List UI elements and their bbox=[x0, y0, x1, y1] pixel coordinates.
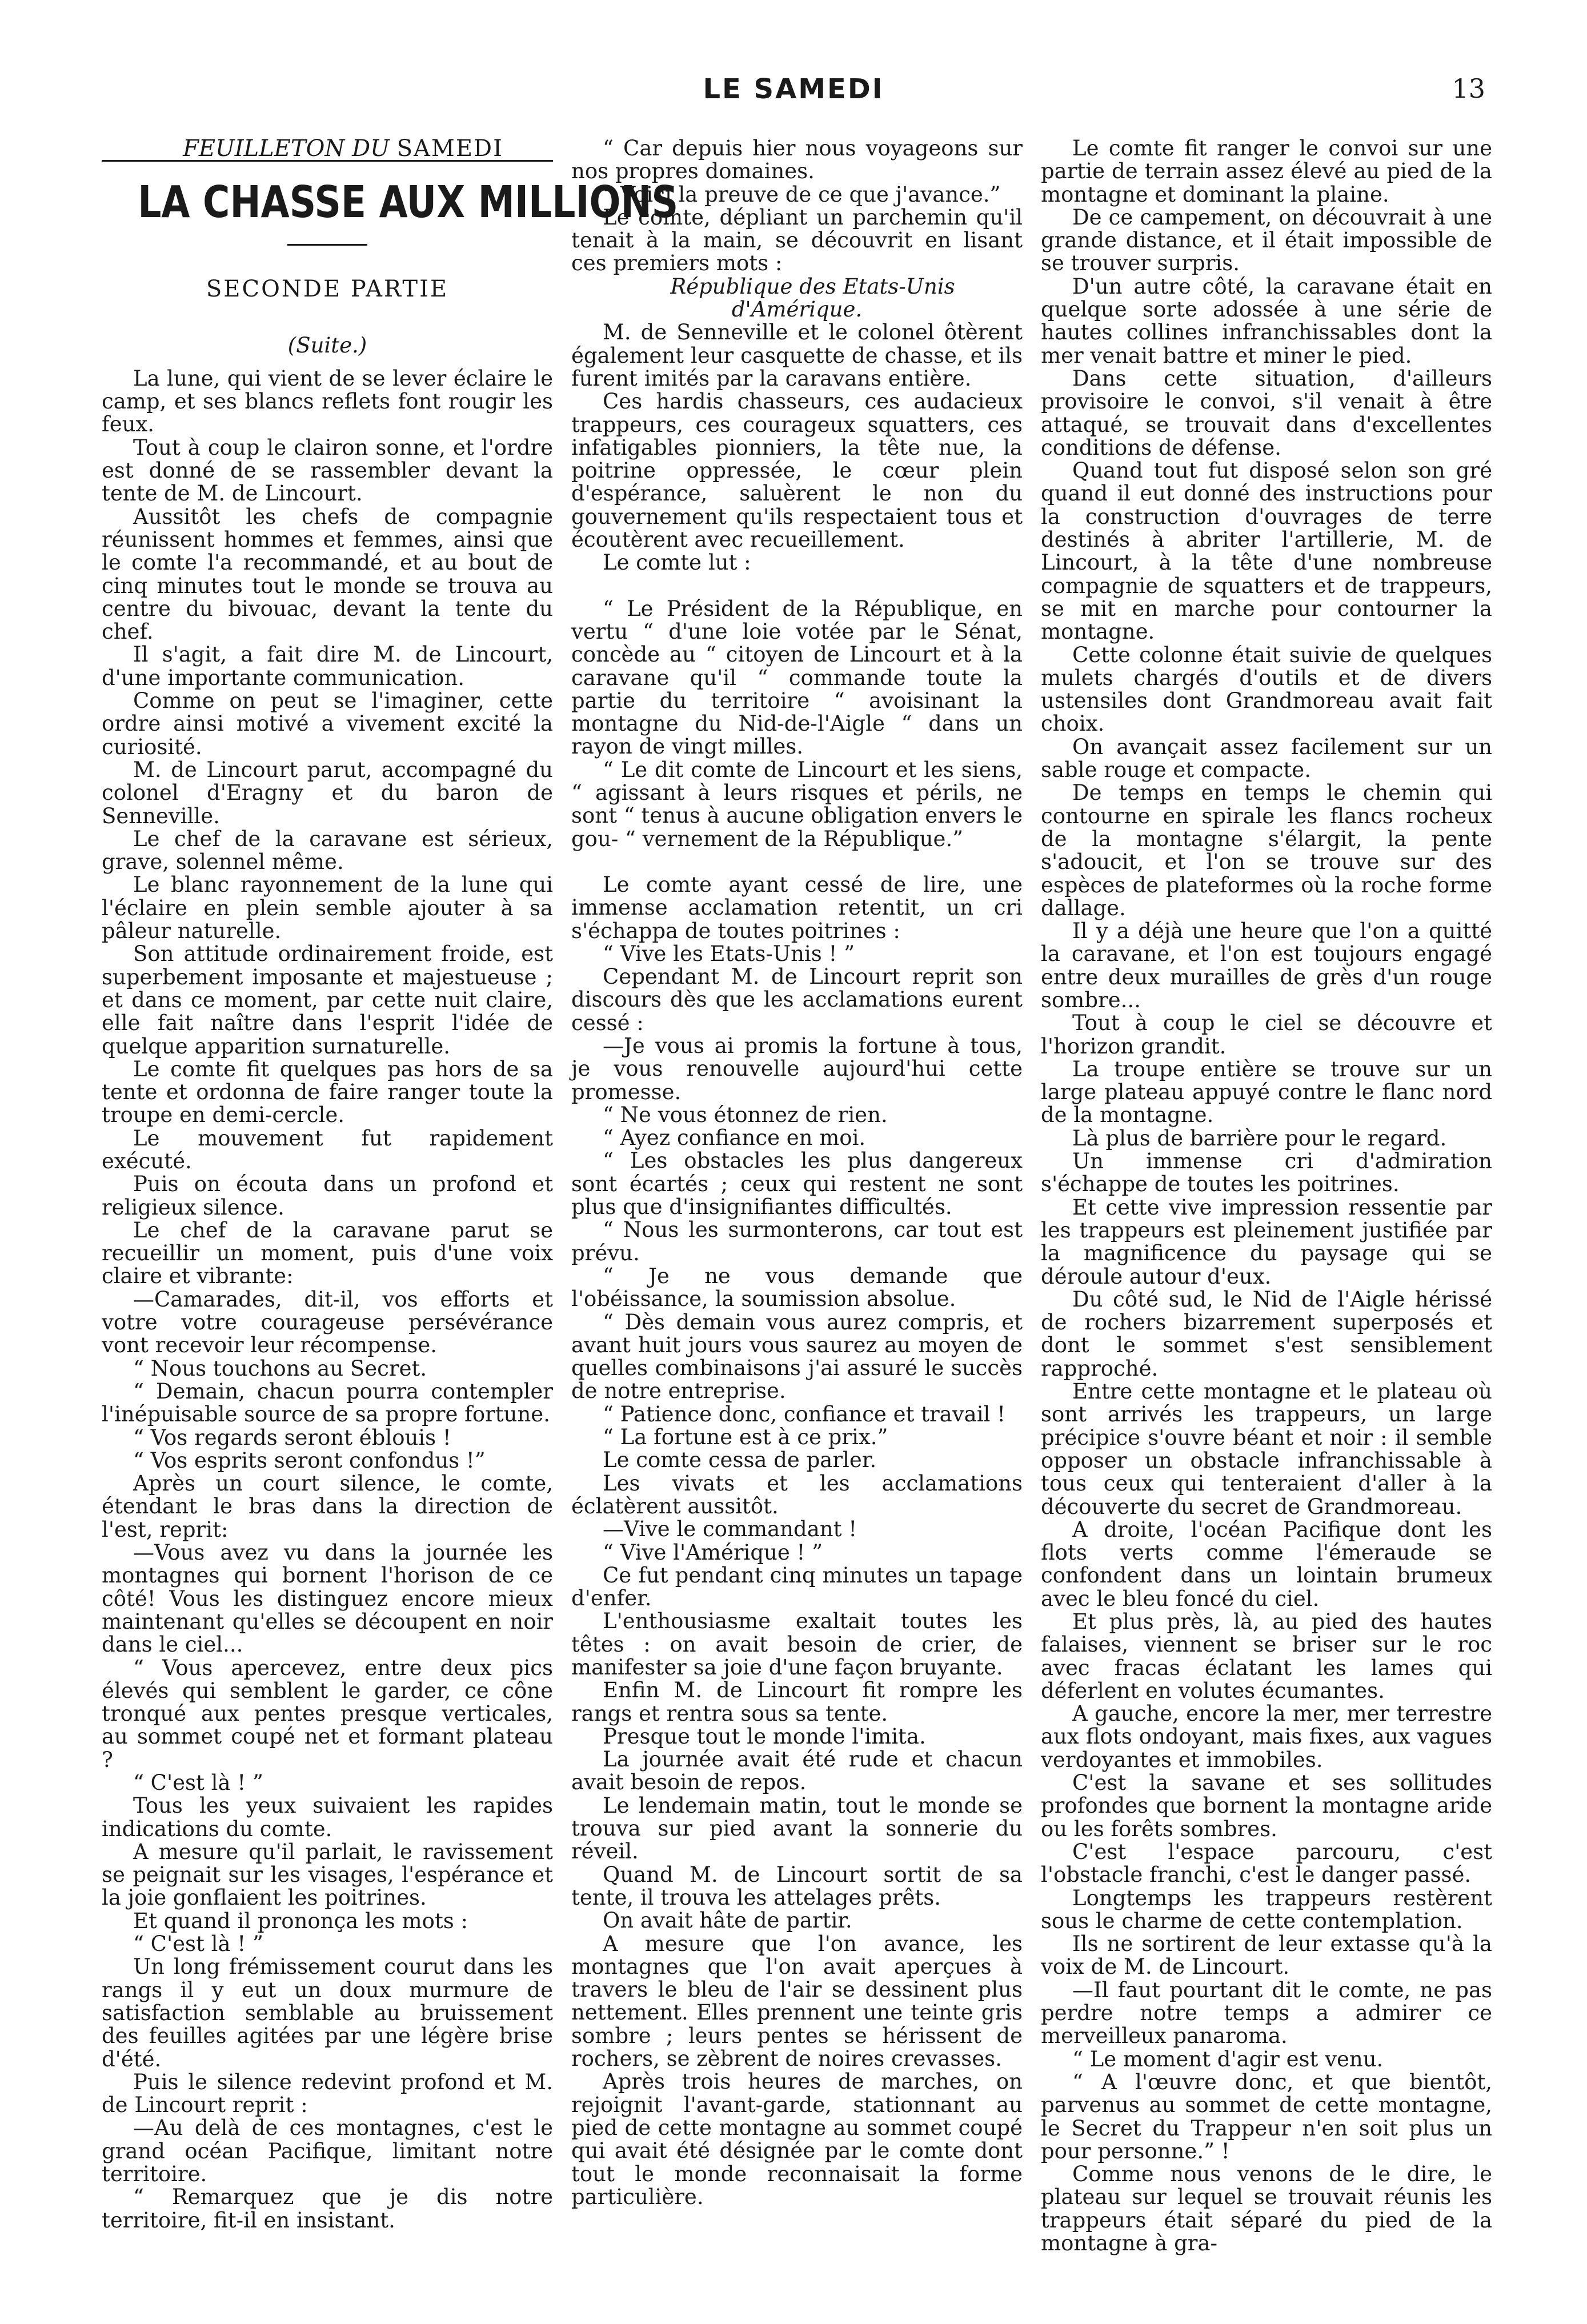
paragraph: Quand tout fut disposé selon son gré quand il eut donné des instructions pour la construction d'ouvrages de terre destinés à abriter l'artillerie, M. de Lincourt, à la tête d'une nombreuse compagnie de squatters et de trappeurs, se mit en marche pour contourner la montagne. bbox=[1041, 458, 1492, 644]
paragraph: La troupe entière se trouve sur un large plateau appuyé contre le flanc nord de la montagne. bbox=[1041, 1056, 1492, 1128]
paragraph: Tout à coup le ciel se découvre et l'horizon grandit. bbox=[1041, 1011, 1492, 1059]
paragraph: A droite, l'océan Pacifique dont les flots verts comme l'émeraude se confondent dans un lointain brumeux avec le bleu foncé du ciel. bbox=[1041, 1517, 1492, 1611]
column-2 bbox=[571, 137, 1023, 2209]
paragraph: Le blanc rayonnement de la lune qui l'éclaire en plein semble ajouter à sa pâleur naturelle. bbox=[102, 872, 553, 944]
feuilleton-label-italic: FEUILLETON DU bbox=[183, 135, 390, 162]
paragraph: Et quand il prononça les mots : bbox=[133, 1908, 468, 1933]
running-header bbox=[0, 73, 1587, 107]
paragraph: Après trois heures de marches, on rejoignit l'avant-garde, stationnant au pied de cette montagne au sommet coupé qui avait été désignée par le comte dont tout le monde reconnaisait la forme particulière. bbox=[571, 2069, 1023, 2209]
proclamation-paragraph: “ Le dit comte de Lincourt et les siens, “ agissant à leurs risques et périls, ne sont “ tenus à aucune obligation envers le gou- “ vernement de la République.” bbox=[571, 757, 1023, 851]
paragraph: —Camarades, dit-il, vos efforts et votre votre courageuse persévérance vont recevoir leur récompense. bbox=[102, 1287, 553, 1358]
paragraph: Un long frémissement courut dans les rangs il y eut un doux murmure de satisfaction semblable au bruissement des feuilles agitées par une légère brise d'été. bbox=[102, 1954, 553, 2071]
paragraph: Le comte fit quelques pas hors de sa tente et ordonna de faire ranger toute la troupe en demi-cercle. bbox=[102, 1056, 553, 1128]
paragraph: Et plus près, là, au pied des hautes falaises, viennent se briser sur le roc avec fracas éclatant les lames qui déferlent en volutes écumantes. bbox=[1041, 1609, 1492, 1703]
paragraph: Entre cette montagne et le plateau où sont arrivés les trappeurs, un large précipice s'ouvre béant et noir : il semble opposer un obstacle infranchissable à tous ceux qui tenteraient d'aller à la découverte du secret de Grandmoreau. bbox=[1041, 1379, 1492, 1519]
paragraph: Presque tout le monde l'imita. bbox=[603, 1724, 926, 1749]
paragraph: A mesure que l'on avance, les montagnes que l'on avait aperçues à travers le bleu de l'air se dessinent plus nettement. Elles prennent une teinte gris sombre ; leurs pentes se hérissent de rochers, se zèbrent de noires crevasses. bbox=[571, 1931, 1023, 2071]
part-heading: SECONDE PARTIE bbox=[206, 276, 449, 303]
paragraph: Et cette vive impression ressentie par les trappeurs est pleinement justifiée par la magnificence du paysage qui se déroule autour d'eux. bbox=[1041, 1195, 1492, 1289]
paragraph: Comme on peut se l'imaginer, cette ordre ainsi motivé a vivement excité la curiosité. bbox=[102, 688, 553, 759]
paragraph: C'est la savane et ses sollitudes profondes que bornent la montagne aride ou les forêts sombres. bbox=[1041, 1770, 1492, 1841]
paragraph: “ Vive l'Amérique ! ” bbox=[603, 1540, 823, 1565]
paragraph: C'est l'espace parcouru, c'est l'obstacle franchi, c'est le danger passé. bbox=[1041, 1839, 1492, 1888]
paragraph: Il s'agit, a fait dire M. de Lincourt, d'une importante communication. bbox=[102, 642, 553, 690]
paragraph: “ Je ne vous demande que l'obéissance, la soumission absolue. bbox=[571, 1263, 1023, 1312]
column-3 bbox=[1041, 137, 1492, 2255]
paragraph: “ Remarquez que je dis notre territoire, fit-il en insistant. bbox=[102, 2185, 553, 2233]
paragraph: Ce fut pendant cinq minutes un tapage d'enfer. bbox=[571, 1562, 1023, 1611]
paragraph: Enfin M. de Lincourt fit rompre les rangs et rentra sous sa tente. bbox=[571, 1678, 1023, 1726]
paragraph: “ Vos regards seront éblouis ! bbox=[133, 1425, 451, 1450]
paragraph: “ Car depuis hier nous voyageons sur nos propres domaines. bbox=[571, 136, 1023, 184]
paragraph: Tous les yeux suivaient les rapides indications du comte. bbox=[102, 1793, 553, 1841]
paragraph: De temps en temps le chemin qui contourne en spirale les flancs rocheux de la montagne s'élargit, la pente s'adoucit, et l'on se trouve sur des espèces de plateformes où la roche forme dallage. bbox=[1041, 780, 1492, 920]
paragraph: On avait hâte de partir. bbox=[603, 1908, 852, 1933]
paragraph: “ Nous touchons au Secret. bbox=[133, 1356, 427, 1381]
paragraph: Longtemps les trappeurs restèrent sous le charme de cette contemplation. bbox=[1041, 1885, 1492, 1933]
paragraph: Cette colonne était suivie de quelques mulets chargés d'outils et de divers ustensiles dont Grandmoreau avait fait choix. bbox=[1041, 642, 1492, 736]
paragraph: A mesure qu'il parlait, le ravissement se peignait sur les visages, l'espérance et la joie gonflaient les poitrines. bbox=[102, 1839, 553, 1910]
paragraph: Le lendemain matin, tout le monde se trouva sur pied avant la sonnerie du réveil. bbox=[571, 1793, 1023, 1864]
paragraph: Cependant M. de Lincourt reprit son discours dès que les acclamations eurent cessé : bbox=[571, 964, 1023, 1035]
paragraph: L'enthousiasme exaltait toutes les têtes : on avait besoin de crier, de manifester sa joie d'une façon bruyante. bbox=[571, 1609, 1023, 1680]
title-divider bbox=[287, 244, 367, 246]
paragraph: De ce campement, on découvrait à une grande distance, et il était impossible de se trouver surpris. bbox=[1041, 205, 1492, 276]
paragraph: Le comte ayant cessé de lire, une immense acclamation retentit, un cri s'échappa de toutes poitrines : bbox=[571, 872, 1023, 943]
paragraph: Tout à coup le clairon sonne, et l'ordre est donné de se rassembler devant la tente de M. de Lincourt. bbox=[102, 435, 553, 506]
paragraph: Puis le silence redevint profond et M. de Lincourt reprit : bbox=[102, 2069, 553, 2118]
continued-note: (Suite.) bbox=[287, 332, 367, 358]
paragraph: “ A l'œuvre donc, et que bientôt, parvenus au sommet de cette montagne, le Secret du Trappeur n'en soit plus un pour personne.” ! bbox=[1041, 2069, 1492, 2163]
feuilleton-label-upright: SAMEDI bbox=[396, 135, 503, 162]
paragraph: D'un autre côté, la caravane était en quelque sorte adossée à une série de hautes collines infranchissables dont la mer venait battre et miner le pied. bbox=[1041, 274, 1492, 368]
paragraph: On avançait assez facilement sur un sable rouge et compacte. bbox=[1041, 734, 1492, 783]
paragraph: La lune, qui vient de se lever éclaire le camp, et ses blancs reflets font rougir les feux. bbox=[102, 366, 553, 437]
newspaper-title: LE SAMEDI bbox=[703, 73, 884, 105]
paragraph: —Vous avez vu dans la journée les montagnes qui bornent l'horison de ce côté! Vous les distinguez encore mieux maintenant qu'elles se découpent en noir dans le ciel... bbox=[102, 1540, 553, 1657]
paragraph: Quand M. de Lincourt sortit de sa tente, il trouva les attelages prêts. bbox=[571, 1862, 1023, 1910]
paragraph: —Vive le commandant ! bbox=[603, 1517, 857, 1542]
paragraph: Dans cette situation, d'ailleurs provisoire le convoi, s'il venait à être attaqué, se trouvait dans d'excellentes conditions de défense. bbox=[1041, 366, 1492, 460]
paragraph: Un immense cri d'admiration s'échappe de toutes les poitrines. bbox=[1041, 1149, 1492, 1197]
paragraph: Le comte cessa de parler. bbox=[603, 1448, 877, 1473]
paragraph: Après un court silence, le comte, étendant le bras dans la direction de l'est, reprit: bbox=[102, 1471, 553, 1542]
paragraph: Aussitôt les chefs de compagnie réunissent hommes et femmes, ainsi que le comte l'a recommandé, et au bout de cinq minutes tout le monde se trouva au centre du bivouac, devant la tente du chef. bbox=[102, 504, 553, 644]
paragraph: “ Patience donc, confiance et travail ! bbox=[603, 1401, 1005, 1427]
paragraph: A gauche, encore la mer, mer terrestre aux flots ondoyant, mais fixes, aux vagues verdoyantes et immobiles. bbox=[1041, 1701, 1492, 1772]
paragraph: Il y a déjà une heure que l'on a quitté la caravane, et l'on est toujours engagé entre deux murailles de grès d'un rouge sombre... bbox=[1041, 919, 1492, 1012]
document-heading: République des Etats-Unis d'Amérique. bbox=[670, 274, 955, 322]
paragraph: Ils ne sortirent de leur extasse qu'à la voix de M. de Lincourt. bbox=[1041, 1932, 1492, 1980]
paragraph: Le chef de la caravane parut se recueillir un moment, puis d'une voix claire et vibrante: bbox=[102, 1217, 553, 1289]
paragraph: “ Vive les Etats-Unis ! ” bbox=[603, 941, 855, 966]
paragraph: —Il faut pourtant dit le comte, ne pas perdre notre temps a admirer ce merveilleux panaroma. bbox=[1041, 1977, 1492, 2049]
paragraph: “ Le moment d'agir est venu. bbox=[1072, 2046, 1384, 2071]
paragraph: “ Voici la preuve de ce que j'avance.” bbox=[603, 182, 1001, 207]
paragraph: Les vivats et les acclamations éclatèrent aussitôt. bbox=[571, 1470, 1023, 1518]
paragraph: Le comte, dépliant un parchemin qu'il tenait à la main, se découvrit en lisant ces premiers mots : bbox=[571, 205, 1023, 276]
paragraph: “ C'est là ! ” bbox=[133, 1932, 263, 1957]
paragraph: Le mouvement fut rapidement exécuté. bbox=[102, 1125, 553, 1173]
paragraph: Le comte fit ranger le convoi sur une partie de terrain assez élevé au pied de la montagne et dominant la plaine. bbox=[1041, 136, 1492, 207]
paragraph: “ Dès demain vous aurez compris, et avant huit jours vous saurez au moyen de quelles combinaisons j'ai assuré le succès de notre entreprise. bbox=[571, 1309, 1023, 1404]
paragraph: “ Les obstacles les plus dangereux sont écartés ; ceux qui restent ne sont plus que d'insignifiantes difficultés. bbox=[571, 1148, 1023, 1220]
paragraph: La journée avait été rude et chacun avait besoin de repos. bbox=[571, 1747, 1023, 1795]
paragraph: Puis on écouta dans un profond et religieux silence. bbox=[102, 1172, 553, 1220]
paragraph: Là plus de barrière pour le regard. bbox=[1072, 1125, 1447, 1151]
paragraph: Du côté sud, le Nid de l'Aigle hérissé de rochers bizarrement superposés et dont le sommet s'est sensiblement rapproché. bbox=[1041, 1287, 1492, 1381]
paragraph: “ C'est là ! ” bbox=[133, 1770, 263, 1795]
paragraph: “ Ayez confiance en moi. bbox=[603, 1125, 866, 1151]
paragraph: M. de Senneville et le colonel ôtèrent également leur casquette de chasse, et ils furent imités par la caravans entière. bbox=[571, 320, 1023, 391]
paragraph: Son attitude ordinairement froide, est superbement imposante et majestueuse ; et dans ce moment, par cette nuit claire, elle fait naître dans l'esprit l'idée de quelque apparition surnaturelle. bbox=[102, 941, 553, 1059]
feuilleton-label bbox=[102, 137, 553, 160]
paragraph: —Au delà de ces montagnes, c'est le grand océan Pacifique, limitant notre territoire. bbox=[102, 2115, 553, 2187]
paragraph: M. de Lincourt parut, accompagné du colonel d'Eragny et du baron de Senneville. bbox=[102, 757, 553, 828]
paragraph: Le comte lut : bbox=[603, 550, 751, 575]
paragraph: “ Demain, chacun pourra contempler l'inépuisable source de sa propre fortune. bbox=[102, 1379, 553, 1427]
story-title: LA CHASSE AUX MILLIONS bbox=[138, 177, 679, 229]
paragraph: —Je vous ai promis la fortune à tous, je vous renouvelle aujourd'hui cette promesse. bbox=[571, 1033, 1023, 1104]
proclamation-paragraph: “ Le Président de la République, en vertu “ d'une loie votée par le Sénat, concède au “ citoyen de Lincourt et à la caravane qu'il “ commande toute la partie du territoire “ avoisinant la montagne du Nid-de-l'Aigle “ dans un rayon de vingt milles. bbox=[571, 596, 1023, 759]
paragraph: “ Ne vous étonnez de rien. bbox=[603, 1102, 888, 1127]
page-number: 13 bbox=[1452, 73, 1485, 104]
paragraph: “ Vous apercevez, entre deux pics élevés qui semblent le garder, ce cône tronqué aux pentes presque verticales, au sommet coupé net et formant plateau ? bbox=[102, 1655, 553, 1772]
paragraph: Le chef de la caravane est sérieux, grave, solennel même. bbox=[102, 826, 553, 875]
paragraph: Comme nous venons de le dire, le plateau sur lequel se trouvait réunis les trappeurs était séparé du pied de la montagne à gra- bbox=[1041, 2162, 1492, 2256]
paragraph: “ Vos esprits seront confondus !” bbox=[133, 1448, 486, 1473]
paragraph: Ces hardis chasseurs, ces audacieux trappeurs, ces courageux squatters, ces infatigables pionniers, la tête nue, la poitrine oppressée, le cœur plein d'espérance, saluèrent le non du gouvernement qu'ils respectaient tous et écoutèrent avec recueillement. bbox=[571, 389, 1023, 552]
paragraph: “ La fortune est à ce prix.” bbox=[603, 1425, 888, 1450]
paragraph: “ Nous les surmonterons, car tout est prévu. bbox=[571, 1217, 1023, 1265]
